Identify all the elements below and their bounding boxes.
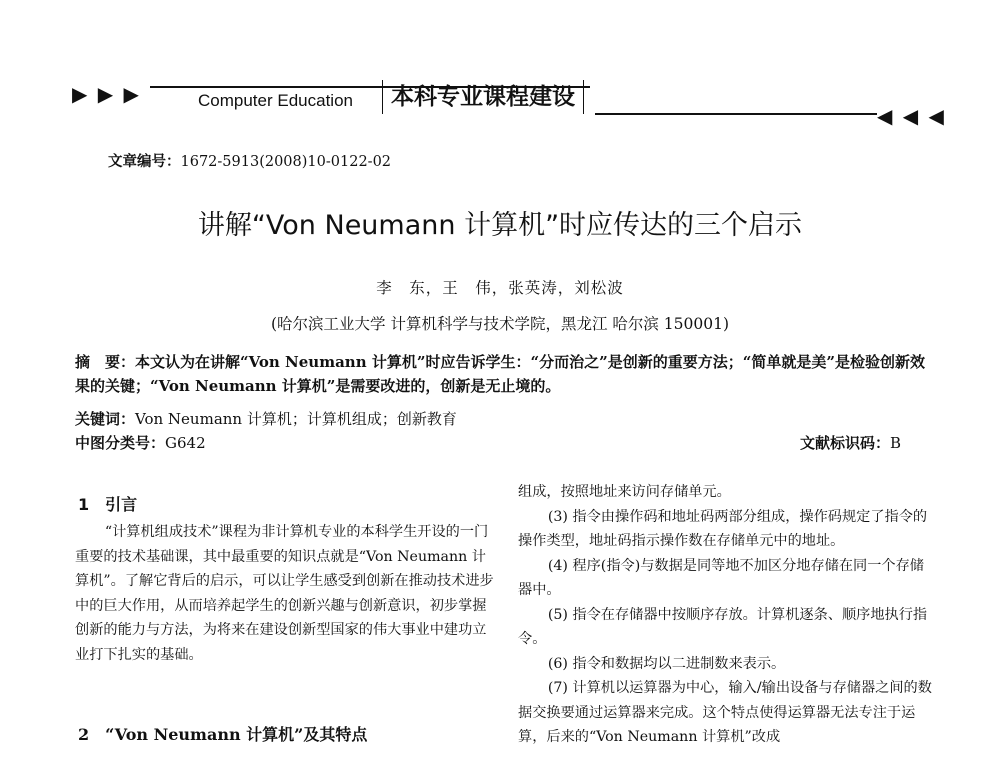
paper-affiliation: (哈尔滨工业大学 计算机科学与技术学院，黑龙江 哈尔滨 150001) bbox=[270, 315, 730, 333]
paper-title: 讲解“Von Neumann 计算机”时应传达的三个启示 bbox=[197, 210, 803, 241]
keywords-label: 关键词： bbox=[75, 410, 136, 428]
article-number bbox=[108, 150, 391, 171]
section-heading-von-neumann: 2 “Von Neumann 计算机”及其特点 bbox=[78, 725, 368, 744]
section-banner: 本科专业课程建设 bbox=[382, 80, 584, 114]
document-code bbox=[800, 432, 901, 453]
paper-authors: 李 东，王 伟，张英涛，刘松波 bbox=[376, 279, 624, 297]
abstract bbox=[75, 350, 935, 398]
header-arrows-left: ▶ ▶ ▶ bbox=[72, 82, 141, 106]
section-heading-intro: 1 引言 bbox=[78, 495, 138, 514]
abstract-text: 本文认为在讲解“Von Neumann 计算机”时应告诉学生：“分而治之”是创新的重要方法；“简单就是美”是检验创新效果的关键；“Von Neumann 计算机”是需要改进的，创新是无止境的。 bbox=[75, 353, 925, 395]
keywords bbox=[75, 408, 457, 429]
journal-name: Computer Education bbox=[198, 91, 353, 110]
left-column bbox=[75, 520, 495, 667]
right-column-lead: 组成，按照地址来访问存储单元。 bbox=[518, 484, 731, 500]
feature-item: (5) 指令在存储器中按顺序存放。计算机逐条、顺序地执行指令。 bbox=[518, 606, 928, 647]
clc-label: 中图分类号： bbox=[75, 434, 166, 452]
article-number-label: 文章编号： bbox=[108, 154, 181, 170]
feature-item: (3) 指令由操作码和地址码两部分组成，操作码规定了指令的操作类型，地址码指示操作数在存储单元中的地址。 bbox=[518, 508, 928, 549]
clc-value: G642 bbox=[165, 434, 206, 452]
header-arrows-right: ◀ ◀ ◀ bbox=[877, 104, 946, 128]
header-rule-right bbox=[595, 113, 877, 115]
document-code-label: 文献标识码： bbox=[800, 434, 891, 452]
intro-paragraph: “计算机组成技术”课程为非计算机专业的本科学生开设的一门重要的技术基础课，其中最重要的知识点就是“Von Neumann 计算机”。了解它背后的启示，可以让学生感受到创新在推动技术进步中的巨大作用，从而培养起学生的创新兴趣与创新意识，初步掌握创新的能力与方法，为将来在建设创新型国家的伟大事业中建功立业打下扎实的基础。 bbox=[75, 524, 494, 663]
feature-item: (6) 指令和数据均以二进制数来表示。 bbox=[547, 655, 786, 672]
keywords-text: Von Neumann 计算机；计算机组成；创新教育 bbox=[135, 410, 457, 428]
feature-item: (4) 程序(指令)与数据是同等地不加区分地存储在同一个存储器中。 bbox=[518, 557, 924, 598]
document-code-value: B bbox=[890, 434, 902, 452]
abstract-label: 摘 要： bbox=[75, 353, 136, 371]
feature-item: (7) 计算机以运算器为中心，输入/输出设备与存储器之间的数据交换要通过运算器来完成。这个特点使得运算器无法专注于运算，后来的“Von Neumann 计算机”改成 bbox=[518, 680, 932, 745]
clc-number bbox=[75, 432, 206, 453]
right-column bbox=[518, 480, 938, 750]
article-number-value: 1672-5913(2008)10-0122-02 bbox=[180, 154, 392, 170]
